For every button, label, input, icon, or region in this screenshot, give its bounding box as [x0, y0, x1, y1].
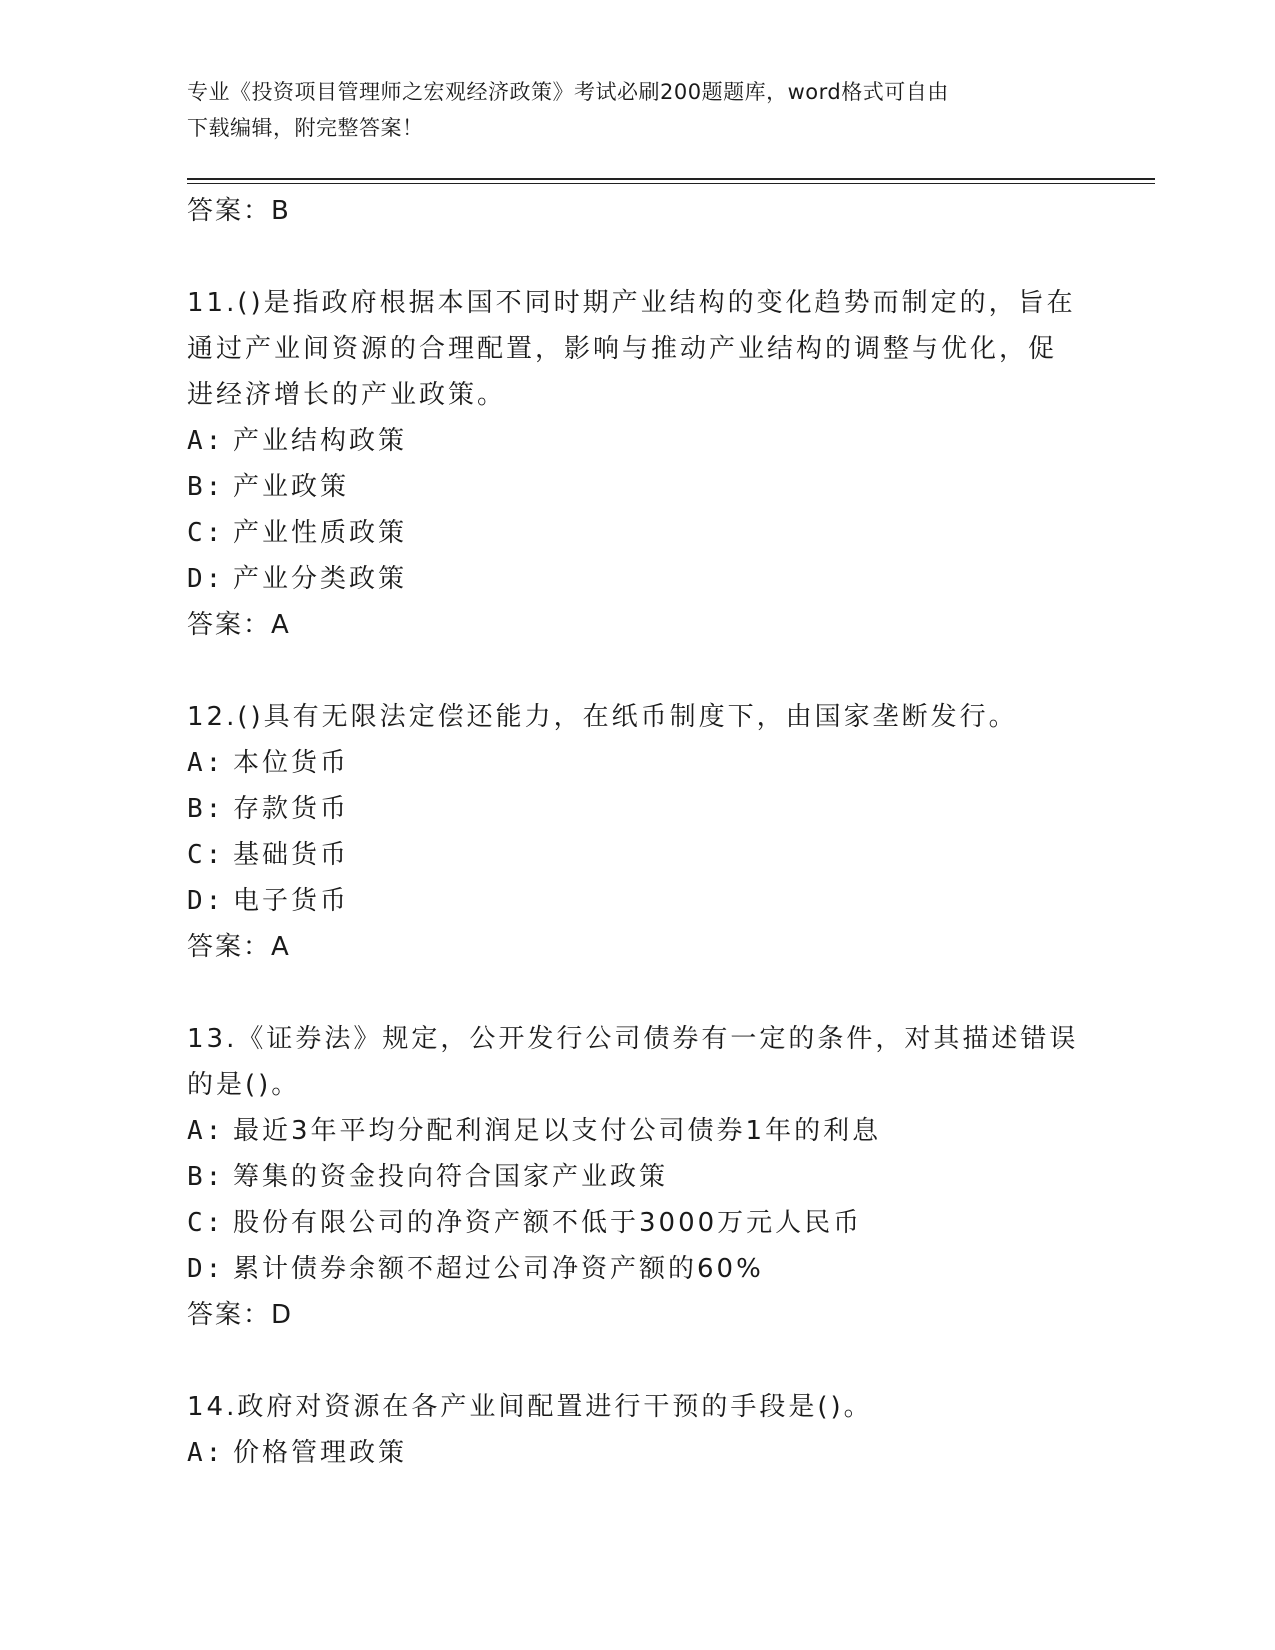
question-block — [187, 1016, 1155, 1338]
option-a: A: 产业结构政策 — [187, 426, 408, 456]
question-text-line: 12.()具有无限法定偿还能力，在纸币制度下，由国家垄断发行。 — [187, 702, 1018, 732]
answer-label: 答案：A — [187, 610, 291, 640]
option-c: C: 基础货币 — [187, 840, 350, 870]
answer-label: 答案：D — [187, 1300, 294, 1330]
question-text-line: 11.()是指政府根据本国不同时期产业结构的变化趋势而制定的，旨在 — [187, 288, 1076, 318]
header-line-1: 专业《投资项目管理师之宏观经济政策》考试必刷200题题库，word格式可自由 — [187, 80, 949, 104]
option-a: A: 价格管理政策 — [187, 1438, 408, 1468]
previous-answer: 答案：B — [187, 196, 291, 226]
question-text-line: 进经济增长的产业政策。 — [187, 380, 507, 410]
question-block — [187, 1384, 1155, 1476]
option-b: B: 存款货币 — [187, 794, 350, 824]
question-text-line: 通过产业间资源的合理配置，影响与推动产业结构的调整与优化，促 — [187, 334, 1058, 364]
option-b: B: 筹集的资金投向符合国家产业政策 — [187, 1162, 669, 1192]
document-header — [187, 74, 1087, 146]
header-divider-thin — [187, 183, 1155, 184]
option-a: A: 最近3年平均分配利润足以支付公司债券1年的利息 — [187, 1116, 882, 1146]
question-block — [187, 694, 1155, 970]
question-text-line: 13.《证券法》规定，公开发行公司债券有一定的条件，对其描述错误 — [187, 1024, 1079, 1054]
option-d: D: 产业分类政策 — [187, 564, 408, 594]
header-divider-thick — [187, 178, 1155, 180]
option-b: B: 产业政策 — [187, 472, 350, 502]
header-line-2: 下载编辑，附完整答案！ — [187, 116, 424, 140]
option-d: D: 累计债券余额不超过公司净资产额的60% — [187, 1254, 764, 1284]
option-c: C: 产业性质政策 — [187, 518, 408, 548]
option-c: C: 股份有限公司的净资产额不低于3000万元人民币 — [187, 1208, 863, 1238]
question-text-line: 的是()。 — [187, 1070, 301, 1100]
answer-label: 答案：A — [187, 932, 291, 962]
question-content — [187, 188, 1155, 1476]
option-d: D: 电子货币 — [187, 886, 350, 916]
question-block — [187, 280, 1155, 648]
option-a: A: 本位货币 — [187, 748, 350, 778]
question-text-line: 14.政府对资源在各产业间配置进行干预的手段是()。 — [187, 1392, 873, 1422]
